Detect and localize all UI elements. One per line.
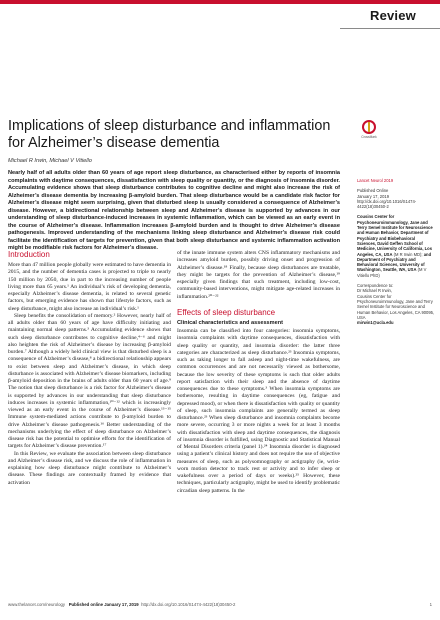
doi-link[interactable]: http://dx.doi.org/10.1016/S1474-4422(18)30450-2 bbox=[357, 198, 417, 210]
page-header bbox=[0, 0, 440, 36]
section-heading-effects: Effects of sleep disturbance bbox=[177, 307, 276, 317]
publication-info bbox=[357, 188, 435, 209]
section-heading-introduction: Introduction bbox=[8, 250, 50, 259]
page-number: 1 bbox=[429, 602, 432, 607]
footer-citation bbox=[8, 602, 235, 612]
affiliation-author: (M R Irwin MD); bbox=[393, 251, 423, 257]
body-paragraph: In this Review, we evaluate the association between sleep disturbance and Alzheimer’s disease risk, and we discuss the role of inflammation in explaining how sleep disturbance might contribute to Alzheimer’s disease. These findings are contextually framed by evidence that activation bbox=[8, 450, 171, 486]
footer-doi-link[interactable]: http://dx.doi.org/10.1016/S1474-4422(18)30450-2 bbox=[141, 602, 236, 607]
body-paragraph: Sleep benefits the consolidation of memory.² However, nearly half of all adults older than 60 years of age have difficulty initiating and maintaining normal sleep patterns.³ Accumulating evidence shows that such sleep disturbance contributes to cognitive decline,⁴⁻⁶ and might also heighten the risk of Alzheimer’s disease by increasing β-amyloid burden.⁷ Although a widely held clinical view is that disturbed sleep is a consequence of Alzheimer’s disease,⁸ a bidirectional relationship appears to exist between sleep and Alzheimer’s disease, in which sleep disturbance is associated with Alzheimer’s disease biomarkers, including β-amyloid deposition in the brains of adults older than 60 years of age.⁹ The notion that sleep disturbance is a risk factor for Alzheimer’s disease is supported by advances in our understanding that sleep disturbance induces increases in systemic inflammation,¹⁰⁻¹² which is increasingly viewed as an early event in the course of Alzheimer’s disease.¹³⁻¹⁵ Immune system-mediated actions contribute to β-amyloid burden to drive Alzheimer’s disease pathogenesis.¹⁶ Better understanding of the mechanisms underlying the effect of sleep disturbance on Alzheimer’s disease risk has the potential to optimise efforts for the identification of targets for Alzheimer’s disease prevention.¹⁷ bbox=[8, 312, 171, 450]
subsection-heading-clinical: Clinical characteristics and assessment bbox=[177, 319, 284, 326]
correspondence bbox=[357, 283, 435, 325]
page-footer bbox=[8, 602, 432, 612]
correspondence-label: Correspondence to: bbox=[357, 283, 394, 289]
correspondence-address: Cousins Center for Psychoneuroimmunology, Jane and Terry Semel Institute for Neuroscience and Human Behavior, Los Angeles, CA 90095, USA bbox=[357, 293, 435, 320]
article-sidebar bbox=[357, 178, 435, 330]
article-title: Implications of sleep disturbance and inflammation for Alzheimer’s disease dementia bbox=[8, 118, 331, 151]
crossmark-badge[interactable] bbox=[358, 120, 380, 144]
article-authors: Michael R Irwin, Michael V Vitiello bbox=[8, 158, 92, 164]
journal-citation[interactable]: Lancet Neurol 2019 bbox=[357, 178, 394, 183]
crossmark-icon bbox=[362, 120, 376, 134]
published-online-label: Published Online bbox=[357, 188, 389, 194]
author-affiliations bbox=[357, 214, 435, 278]
header-divider bbox=[340, 28, 440, 29]
body-paragraph: of the innate immune system alters CNS inflammatory mechanisms and increases amyloid burden, possibly driving onset and progression of Alzheimer’s disease.¹⁸ Finally, because sleep disturbances are treatable, they might be targets for the prevention of Alzheimer’s disease,¹⁹ especially given findings that such treatment, including low-cost, community-based interventions, might mitigate age-related increases in inflammation.²⁰⁻²² bbox=[177, 250, 340, 300]
footer-journal-url[interactable]: www.thelancet.com/neurology bbox=[8, 602, 66, 607]
body-paragraph: Insomnia can be classified into four categories: insomnia symptoms, insomnia complaints with daytime consequences, dissatisfaction with sleep quality or quantity, and insomnia disorder: the latter three categories are characterized as sleep disturbance.²³ Insomnia symptoms, such as taking longer to fall asleep and night-time wakefulness, are common occurrences and are not necessarily viewed as bothersome, because the low severity of these symptoms is such that older adults report satisfaction with their sleep and the absence of daytime consequences due to these symptoms.³ When insomnia symptoms are bothersome, resulting in daytime consequences (eg, fatigue and depressed mood), or when there is dissatisfaction with quality or quantity of sleep, such insomnia complaints are generally termed as sleep disturbance.²³ When sleep disturbance and insomnia complaints become more severe, occurring 3 or more nights a week for at least 3 months with dissatisfaction with sleep and daytime consequences, the diagnosis of insomnia disorder is fulfilled, using Diagnostic and Statistical Manual of Mental Disorders criteria (panel 1).²⁴ Insomnia disorder is diagnosed using a patient’s clinical history and does not require the use of objective measures of sleep, such as polysomnography or actigraphy (ie, wrist-worn motion detector to track rest or activity and to infer sleep or wakefulness over a period of days or weeks).²⁵ However, these techniques, particularly actigraphy, might be used to identify problematic circadian sleep patterns. In the bbox=[177, 328, 340, 494]
affiliation-author: (M V Vitiello PhD) bbox=[357, 267, 427, 278]
section-label: Review bbox=[369, 8, 416, 23]
footer-published: Published online January 17, 2019 bbox=[68, 602, 139, 607]
affiliation-text: and Department of Psychiatry and Behavioral Sciences, University of Washington, Seattle, WA, USA bbox=[357, 251, 432, 273]
affiliation-text: Cousins Center for Psychoneuroimmunology, Jane and Terry Semel Institute for Neuroscience and Human Behavior, Department of Psychiatry and Biobehavioral Sciences, David Geffen School of Medicine, University of California, Los Angeles, CA, USA bbox=[357, 214, 433, 257]
body-paragraph: More than 47 million people globally were estimated to have dementia in 2015, and the number of dementia cases is projected to triple to nearly 150 million by 2050, due in part to the increasing number of people living more than 65 years.¹ An individual’s risk of developing dementia, especially Alzheimer’s disease dementia, is related to several genetic factors, but emerging evidence has shown that lifestyle factors, such as sleep disturbance, might also increase an individual’s risk.¹ bbox=[8, 262, 171, 312]
published-date: January 17, 2019 bbox=[357, 193, 389, 199]
correspondence-name: Dr Michael R Irwin, bbox=[357, 288, 392, 294]
header-accent-rule bbox=[0, 0, 440, 4]
article-abstract: Nearly half of all adults older than 60 years of age report sleep disturbance, as characterised either by reports of insomnia complaints with daytime consequences, dissatisfaction with sleep quality or quantity, or the diagnosis of insomnia disorder. Accumulating evidence shows that sleep disturbance contributes to cognitive decline and might also increase the risk of Alzheimer’s disease dementia by increasing β-amyloid burden. That sleep disturbance would be a candidate risk factor for Alzheimer’s disease might seem surprising, given that disturbed sleep is usually considered a consequence of Alzheimer’s disease. However, a bidirectional relationship between sleep and Alzheimer’s disease is supported by advances in our understanding of sleep disturbance-induced increases in systemic inflammation, which can be viewed as an early event in the course of Alzheimer’s disease. Inflammation increases β-amyloid burden and is thought to drive Alzheimer’s disease pathogenesis. Improved understanding of the mechanisms linking sleep disturbance and Alzheimer’s disease risk could facilitate the identification of targets for prevention, given that both sleep disturbance and systemic inflammation activation might be modifiable risk factors for Alzheimer’s disease. bbox=[8, 170, 340, 251]
body-column-left bbox=[8, 250, 171, 487]
body-column-right bbox=[177, 250, 340, 495]
correspondence-email-link[interactable]: mirwin1@ucla.edu bbox=[357, 320, 394, 326]
crossmark-label: CrossMark bbox=[361, 135, 377, 139]
